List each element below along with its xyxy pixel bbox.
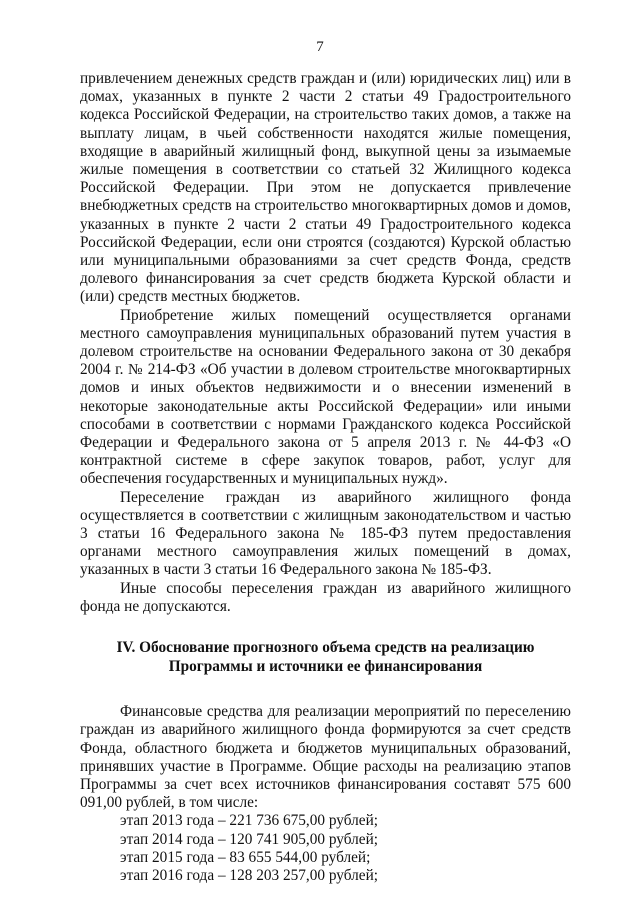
section-heading-line-1: IV. Обоснование прогнозного объема средств на реализацию [116,639,535,657]
paragraph-financing-intro: Финансовые средства для реализации мероприятий по переселению граждан из аварийного жилищного фонда формируются за счет средств Фонда, областного бюджета и бюджетов муниципальных образований, принявших участие в Программе. Общие расходы на реализацию этапов Программы за счет всех источников финансирования составят 575 600 091,00 рублей, в том числе: [80,703,571,812]
section-heading [80,639,571,676]
document-body [80,70,571,885]
list-item: этап 2014 года – 120 741 905,00 рублей; [120,830,379,848]
section-heading-line-2: Программы и источники ее финансирования [168,657,483,675]
paragraph-acquisition: Приобретение жилых помещений осуществляется органами местного самоуправления муниципальных образований путем участия в долевом строительстве на основании Федерального закона от 30 декабря 2004 г. № 214-ФЗ «Об участии в долевом строительстве многоквартирных домов и иных объектов недвижимости и о внесении изменений в некоторые законодательные акты Российской Федерации» или иными способами в соответствии с нормами Гражданского кодекса Российской Федерации и Федерального закона от 5 апреля 2013 г. № 44-ФЗ «О контрактной системе в сфере закупок товаров, работ, услуг для обеспечения государственных и муниципальных нужд». [80,306,571,488]
paragraph-other-methods: Иные способы переселения граждан из аварийного жилищного фонда не допускаются. [80,579,571,615]
stage-list [80,812,571,885]
list-item: этап 2015 года – 83 655 544,00 рублей; [120,848,371,866]
list-item: этап 2013 года – 221 736 675,00 рублей; [120,812,379,830]
page-number: 7 [316,39,324,55]
paragraph-continuation: привлечением денежных средств граждан и (или) юридических лиц) или в домах, указанных в пункте 2 части 2 статьи 49 Градостроительного кодекса Российской Федерации, на строительство таких домов, а также на выплату лицам, в чьей собственности находятся жилые помещения, входящие в аварийный жилищный фонд, выкупной цены за изымаемые жилые помещения в соответствии со статьей 32 Жилищного кодекса Российской Федерации. При этом не допускается привлечение внебюджетных средств на строительство многоквартирных домов и домов, указанных в пункте 2 части 2 статьи 49 Градостроительного кодекса Российской Федерации, если они строятся (создаются) Курской областью или муниципальными образованиями за счет средств Фонда, средств долевого финансирования за счет средств бюджета Курской области и (или) средств местных бюджетов. [80,70,571,306]
list-item: этап 2016 года – 128 203 257,00 рублей; [120,866,379,884]
paragraph-resettlement: Переселение граждан из аварийного жилищного фонда осуществляется в соответствии с жилищным законодательством и частью 3 статьи 16 Федерального закона № 185-ФЗ путем предоставления органами местного самоуправления жилых помещений в домах, указанных в части 3 статьи 16 Федерального закона № 185-ФЗ. [80,488,571,579]
